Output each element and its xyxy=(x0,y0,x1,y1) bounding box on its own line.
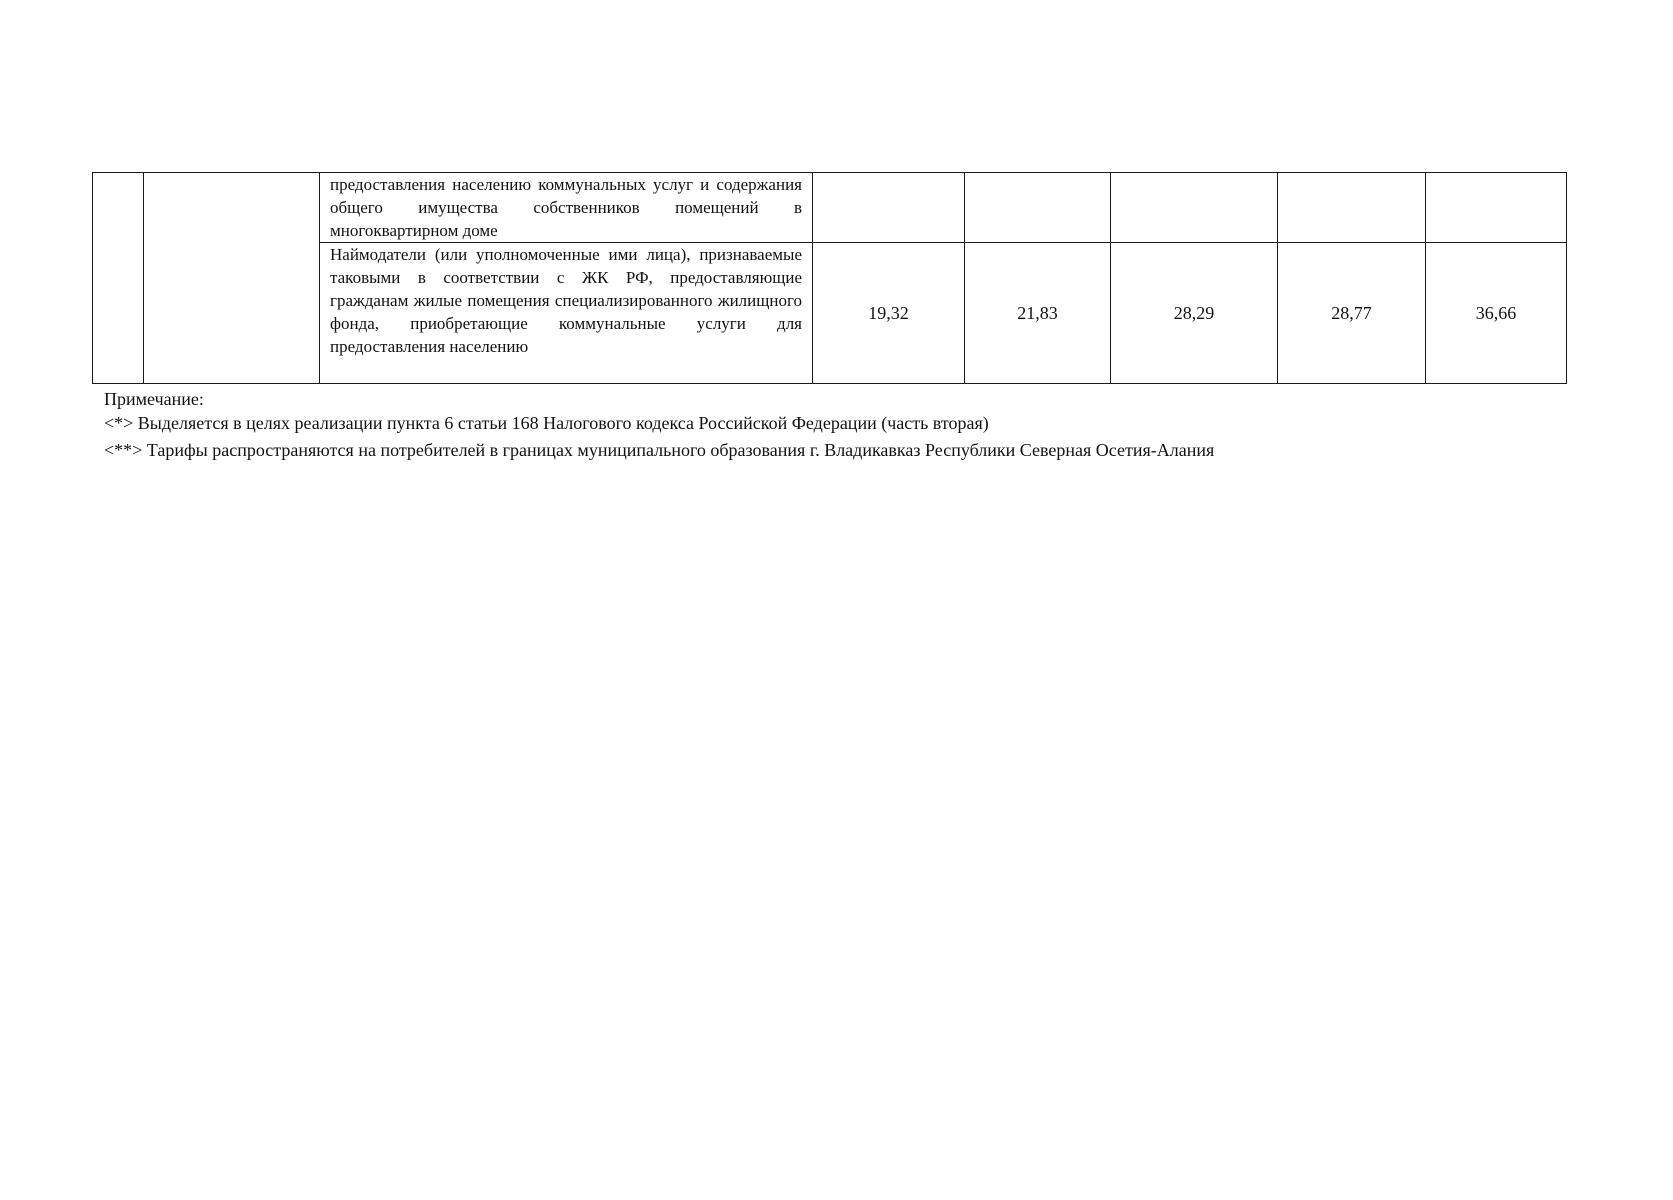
tariff-value xyxy=(813,173,965,243)
tariff-value: 28,29 xyxy=(1111,243,1278,384)
tariff-value: 21,83 xyxy=(965,243,1111,384)
notes-block xyxy=(104,387,1214,462)
tariff-value xyxy=(965,173,1111,243)
tariff-value: 28,77 xyxy=(1278,243,1426,384)
tariff-table xyxy=(92,172,1567,384)
consumer-group-description: Наймодатели (или уполномоченные ими лица), признаваемые таковыми в соответствии с ЖК РФ, предоставляющие гражданам жилые помещения специализированного жилищного фонда, приобретающие коммунальные услуги для предоставления населению xyxy=(320,243,813,384)
organization-cell xyxy=(144,173,320,384)
tariff-value xyxy=(1278,173,1426,243)
tariff-value: 19,32 xyxy=(813,243,965,384)
tariff-value xyxy=(1111,173,1278,243)
table-row xyxy=(93,173,1567,243)
tariff-value xyxy=(1426,173,1567,243)
notes-title: Примечание: xyxy=(104,389,204,409)
consumer-group-description: предоставления населению коммунальных услуг и содержания общего имущества собственников помещений в многоквартирном доме xyxy=(320,173,813,243)
number-cell xyxy=(93,173,144,384)
footnote-vat: <*> Выделяется в целях реализации пункта 6 статьи 168 Налогового кодекса Российской Федерации (часть вторая) xyxy=(104,413,989,433)
footnote-territory: <**> Тарифы распространяются на потребителей в границах муниципального образования г. Владикавказ Республики Северная Осетия-Алания xyxy=(104,440,1215,460)
tariff-value: 36,66 xyxy=(1426,243,1567,384)
